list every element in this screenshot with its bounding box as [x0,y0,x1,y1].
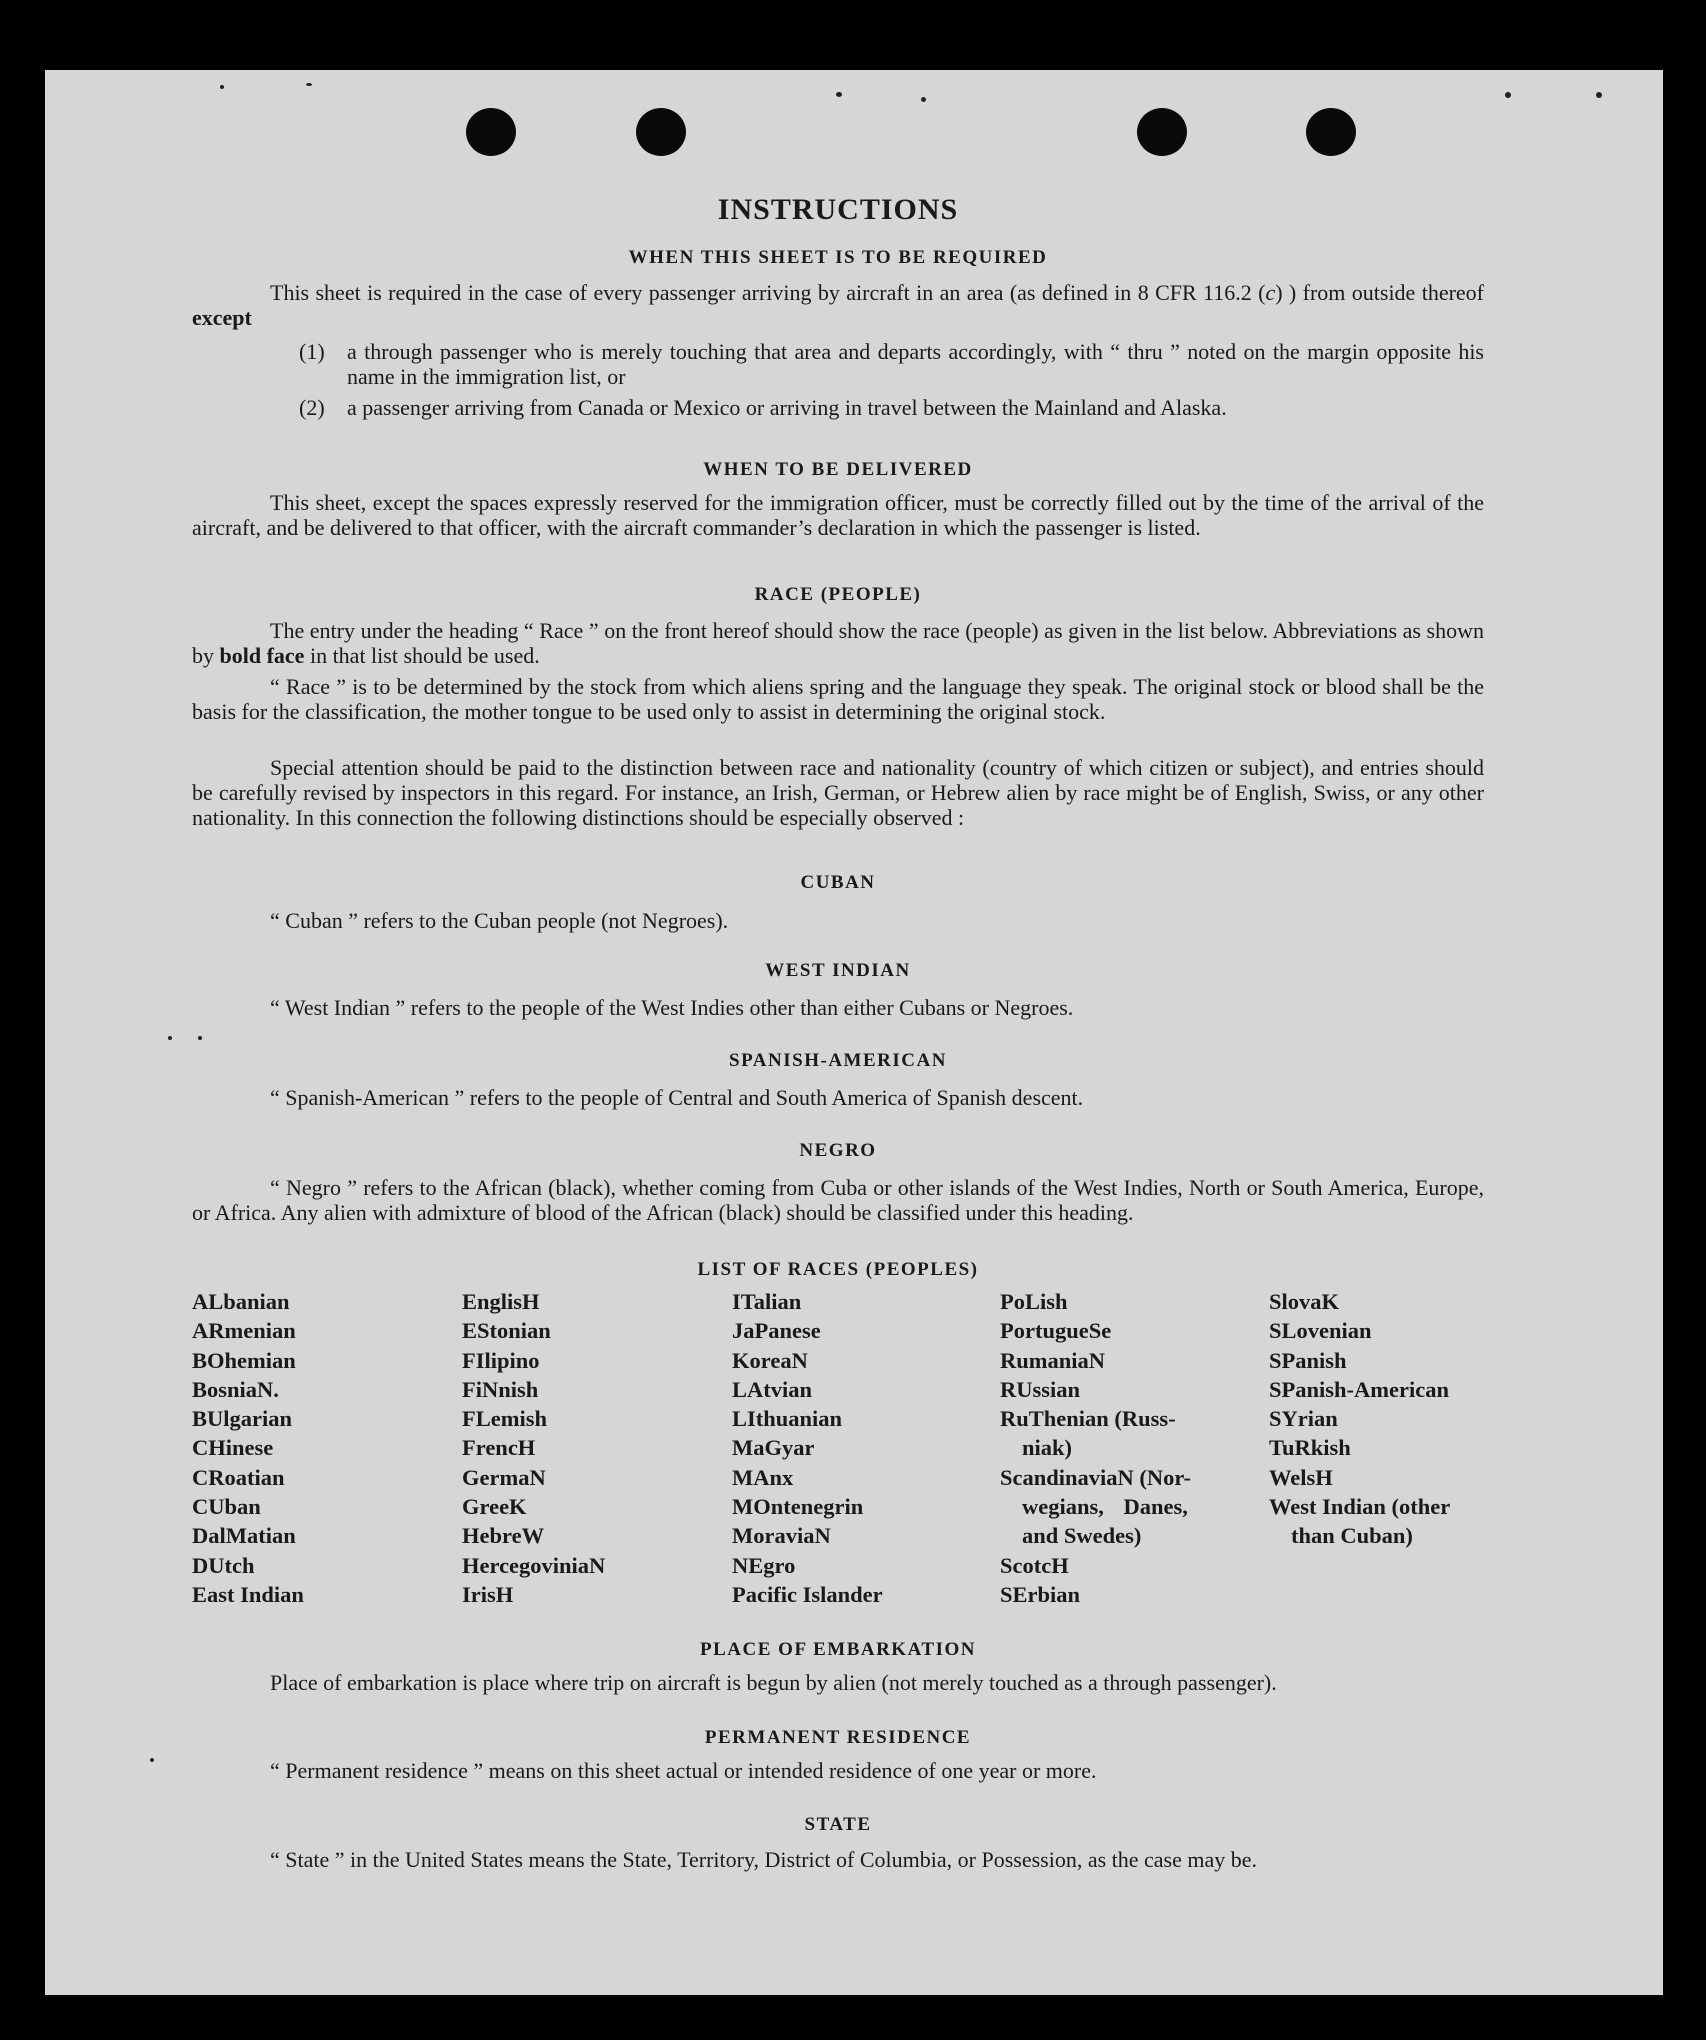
race-p1-text-2: in that list should be used. [304,643,540,668]
race-item: SLovenian [1269,1318,1372,1344]
race-item: GermaN [462,1464,546,1490]
item-text: a passenger arriving from Canada or Mexico or arriving in travel between the Mainland and Alaska. [347,395,1227,420]
heading-when-required: WHEN THIS SHEET IS TO BE REQUIRED [628,247,1048,268]
speck [1505,92,1511,98]
punch-hole-4 [1306,108,1356,156]
speck [220,85,224,89]
race-item: PortugueSe [1000,1318,1112,1344]
race-item: SPanish [1269,1347,1347,1373]
heading-state: STATE [804,1814,872,1835]
race-item: RuThenian (Russ- [1000,1406,1176,1432]
race-item: ALbanian [192,1289,290,1314]
when-required-intro [192,280,1484,330]
race-item: West Indian (other [1269,1494,1451,1520]
race-item: Pacific Islander [732,1581,883,1607]
race-item: FrencH [462,1435,536,1461]
race-item: EStonian [462,1318,551,1344]
race-p1-text: The entry under the heading “ Race ” on the front hereof should show the race (people) as given in the list below. Abbreviations as shown by [192,618,1484,668]
race-item-continued: than Cuban) [1291,1523,1413,1549]
exception-item-2 [299,395,1484,420]
speck [168,1036,172,1040]
item-number: (1) [299,339,325,364]
heading-when-delivered: WHEN TO BE DELIVERED [703,459,973,480]
race-item-continued: niak) [1022,1435,1073,1461]
race-column-4 [1000,1287,1240,1609]
spanish-american-text: “ Spanish-American ” refers to the people of Central and South America of Spanish descent. [270,1085,1084,1110]
race-paragraph-2: “ Race ” is to be determined by the stock from which aliens spring and the language they speak. The original stock or blood shall be the basis for the classification, the mother tongue to be used only to assist in determining the original stock. [192,674,1484,724]
speck [198,1036,202,1040]
race-item: FiNnish [462,1376,539,1402]
race-item: RumaniaN [1000,1347,1106,1373]
race-item: RUssian [1000,1376,1081,1402]
race-item: ITalian [732,1289,802,1314]
when-delivered-text: This sheet, except the spaces expressly reserved for the immigration officer, must be correctly filled out by the time of the arrival of the aircraft, and be delivered to that officer, with the aircraft commander’s declaration in which the passenger is listed. [192,490,1484,540]
race-column-5 [1269,1287,1509,1551]
race-item-continued: wegians, Danes, [1022,1494,1188,1520]
cuban-text: “ Cuban ” refers to the Cuban people (not Negroes). [270,908,729,933]
heading-race: RACE (PEOPLE) [754,584,922,605]
race-item: GreeK [462,1494,527,1520]
state-text: “ State ” in the United States means the State, Territory, District of Columbia, or Possession, as the case may be. [270,1847,1258,1872]
exception-item-1 [299,339,1484,389]
race-column-2 [462,1287,702,1609]
west-indian-text: “ West Indian ” refers to the people of the West Indies other than either Cubans or Negroes. [270,995,1074,1020]
race-item: KoreaN [732,1347,808,1373]
punch-hole-1 [466,108,516,156]
race-item: CRoatian [192,1464,285,1490]
race-item: CUban [192,1494,261,1520]
heading-list-of-races: LIST OF RACES (PEOPLES) [697,1259,979,1280]
race-item: FIlipino [462,1347,540,1373]
race-item: SPanish-American [1269,1376,1449,1402]
race-item: MaGyar [732,1435,815,1461]
negro-text: “ Negro ” refers to the African (black), whether coming from Cuba or other islands of the West Indies, North or South America, Europe, or Africa. Any alien with admixture of blood of the African (black) should be classified under this heading. [192,1175,1484,1225]
race-column-1 [192,1287,432,1609]
embarkation-text: Place of embarkation is place where trip on aircraft is begun by alien (not merely touched as a through passenger). [270,1670,1277,1695]
race-item: SlovaK [1269,1289,1340,1314]
race-column-3 [732,1287,972,1609]
heading-spanish-american: SPANISH-AMERICAN [729,1050,947,1071]
item-number: (2) [299,395,325,420]
race-item: PoLish [1000,1289,1068,1314]
speck [836,92,842,97]
race-item: CHinese [192,1435,274,1461]
heading-embarkation: PLACE OF EMBARKATION [700,1639,976,1660]
permanent-residence-text: “ Permanent residence ” means on this sheet actual or intended residence of one year or more. [270,1758,1097,1783]
race-item: DalMatian [192,1523,296,1549]
punch-hole-2 [636,108,686,156]
race-item: NEgro [732,1552,796,1578]
race-item: TuRkish [1269,1435,1351,1461]
race-item: BUlgarian [192,1406,293,1432]
race-item: MAnx [732,1464,794,1490]
race-item: HercegoviniaN [462,1552,606,1578]
race-item: HebreW [462,1523,545,1549]
race-item: ScandinaviaN (Nor- [1000,1464,1192,1490]
heading-west-indian: WEST INDIAN [765,960,911,981]
intro-text: This sheet is required in the case of every passenger arriving by aircraft in an area (as defined in 8 CFR 116.2 ( [270,280,1266,305]
race-item: LIthuanian [732,1406,843,1432]
race-item: BosniaN. [192,1376,279,1402]
race-item: FLemish [462,1406,548,1432]
race-item: LAtvian [732,1376,813,1402]
race-paragraph-3: Special attention should be paid to the distinction between race and nationality (country of which citizen or subject), and entries should be carefully revised by inspectors in this regard. For instance, an Irish, German, or Hebrew alien by race might be of English, Swiss, or any other nationality. In this connection the following distinctions should be especially observed : [192,755,1484,830]
race-paragraph-1 [192,618,1484,668]
race-item-continued: and Swedes) [1022,1523,1142,1549]
race-item: IrisH [462,1581,514,1607]
intro-italic: c [1265,280,1276,305]
race-item: MOntenegrin [732,1494,864,1520]
race-item: BOhemian [192,1347,296,1373]
page-title: INSTRUCTIONS [717,193,959,226]
race-item: WelsH [1269,1464,1333,1490]
race-item: SYrian [1269,1406,1338,1432]
race-p1-bold: bold face [219,643,305,668]
speck [306,83,312,86]
race-item: JaPanese [732,1318,821,1344]
race-item: ARmenian [192,1318,296,1344]
intro-bold: except [192,305,252,330]
heading-permanent-residence: PERMANENT RESIDENCE [704,1727,972,1748]
speck [921,97,926,102]
race-item: East Indian [192,1581,304,1607]
race-item: EnglisH [462,1289,540,1314]
item-text: a through passenger who is merely touching that area and departs accordingly, with “ thru ” noted on the margin opposite his name in the immigration list, or [347,339,1484,389]
race-item: SErbian [1000,1581,1081,1607]
heading-cuban: CUBAN [800,872,876,893]
speck [150,1758,154,1762]
heading-negro: NEGRO [799,1140,877,1161]
speck [1596,92,1602,98]
race-item: MoraviaN [732,1523,831,1549]
race-item: DUtch [192,1552,255,1578]
intro-text-2: ) ) from outside thereof [1275,280,1484,305]
punch-hole-3 [1137,108,1187,156]
race-item: ScotcH [1000,1552,1069,1578]
